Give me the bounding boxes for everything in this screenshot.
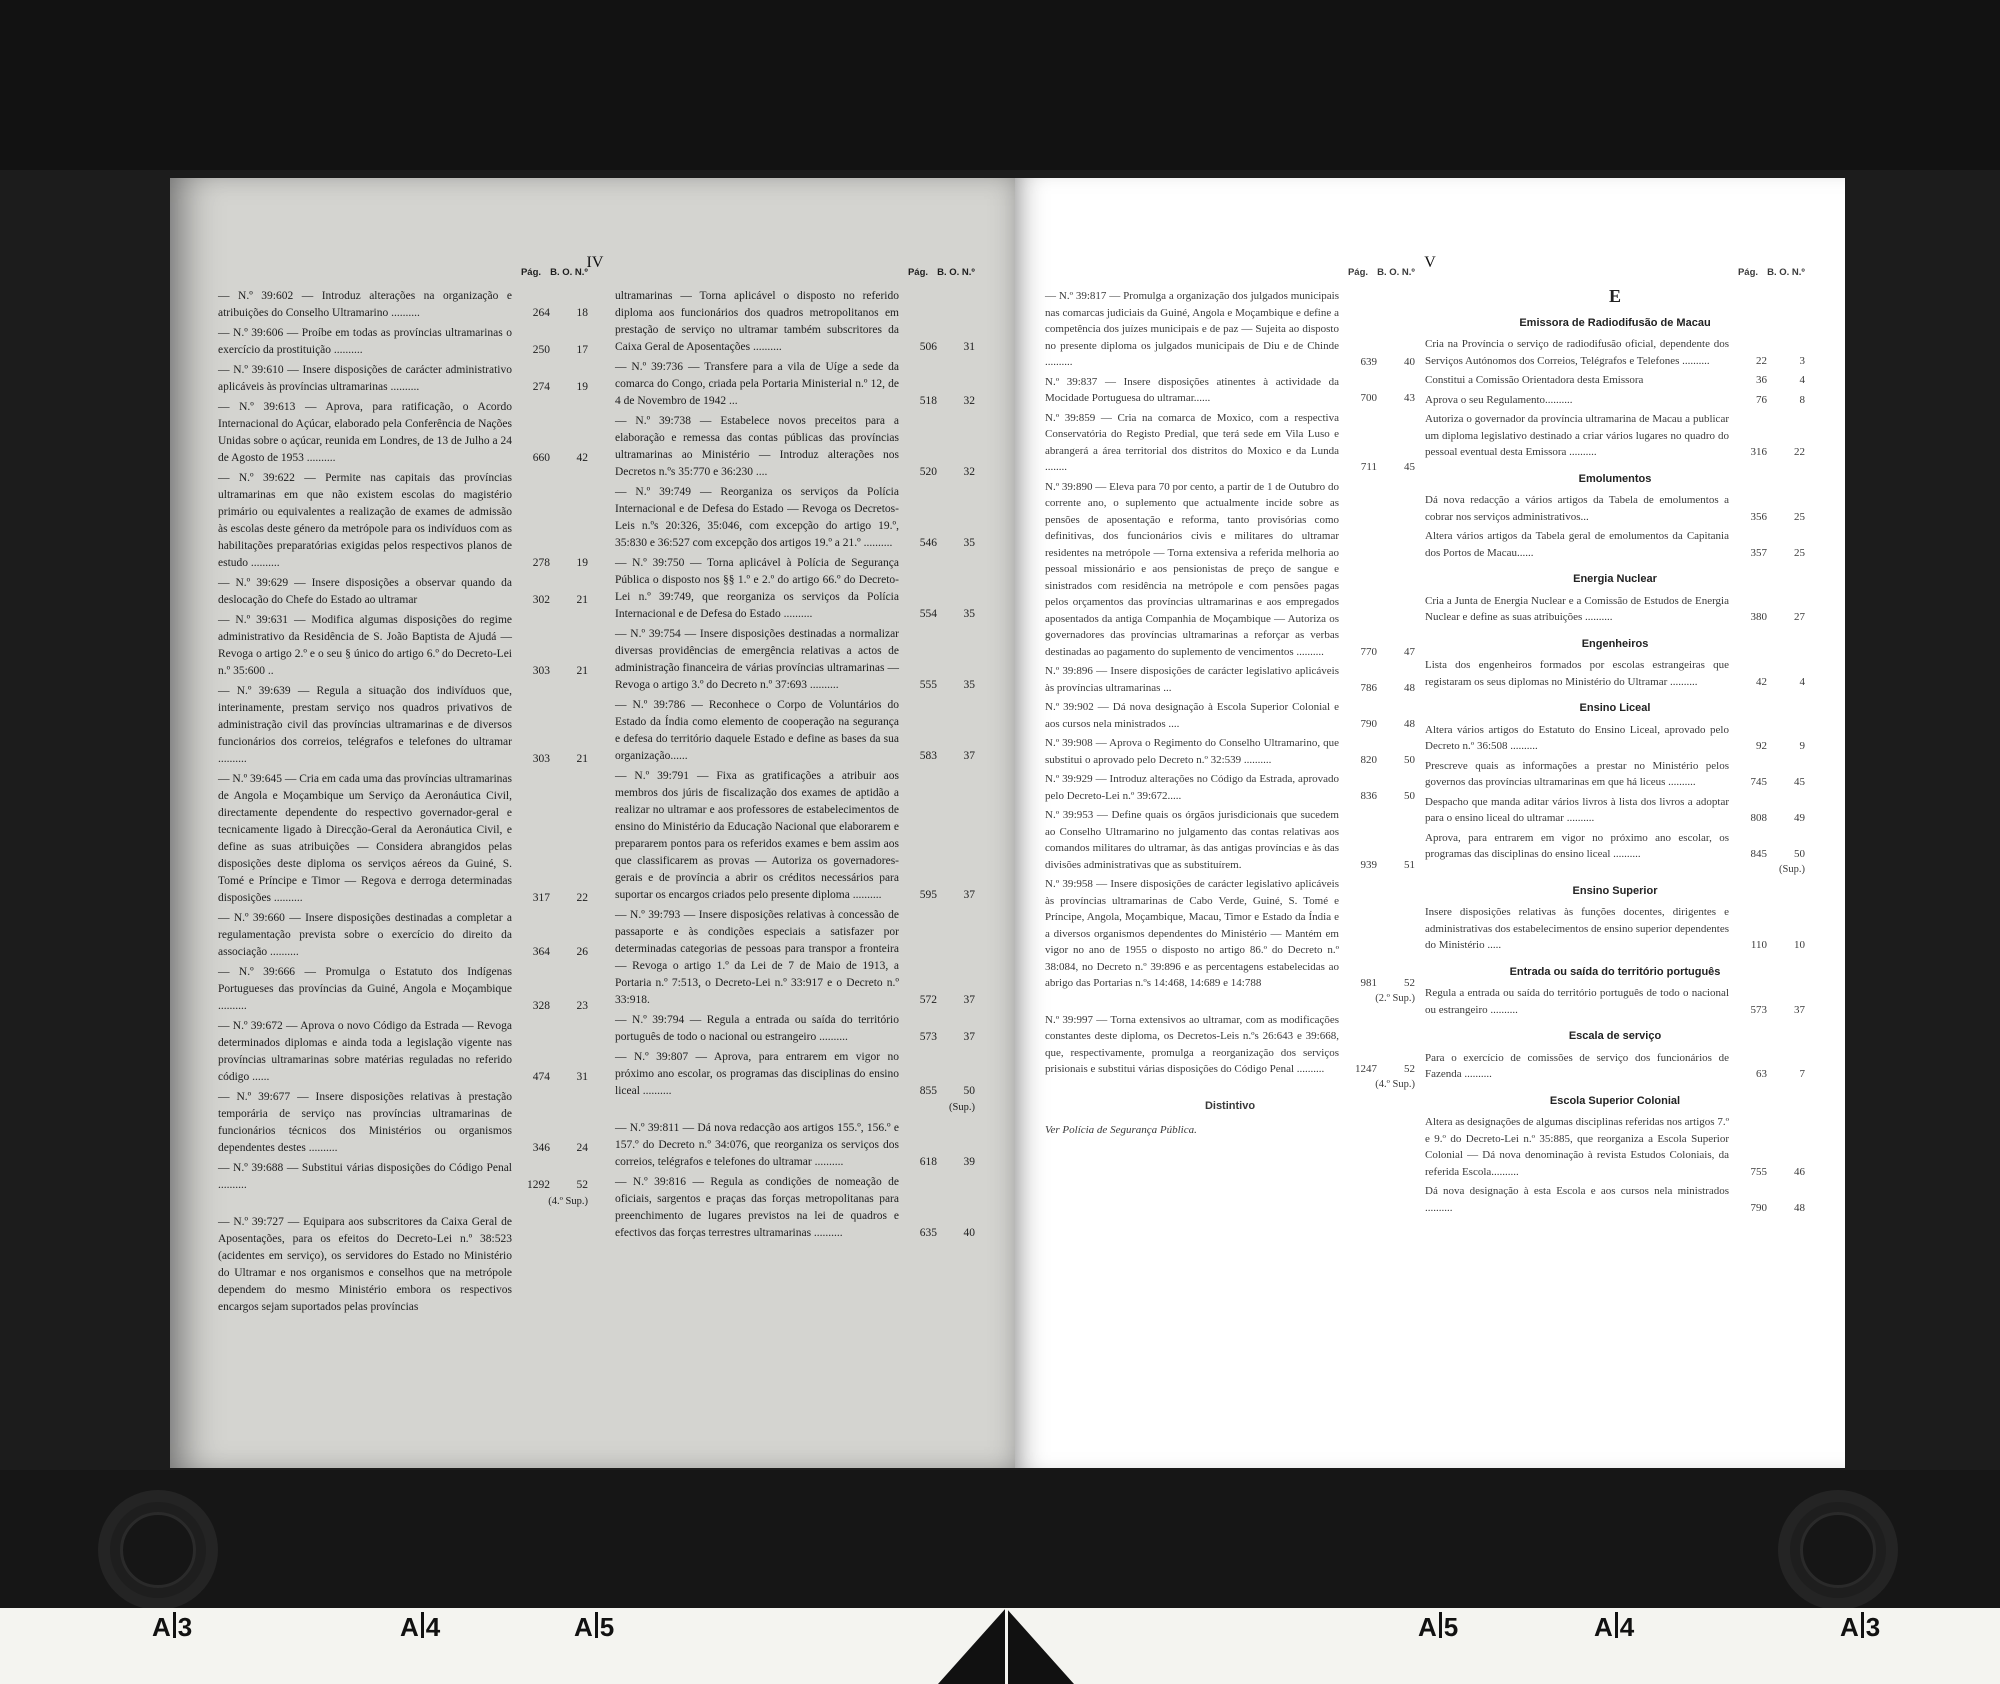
- entry-text: Dá nova redacção a vários artigos da Tabela de emolumentos a cobrar nos serviços administrativos...: [1425, 494, 1729, 523]
- right-page: [1015, 178, 1845, 1468]
- bulletin-number: 19: [576, 381, 588, 393]
- bulletin-number: 37: [963, 994, 975, 1006]
- index-entry: [615, 907, 975, 1009]
- entry-text: Constitui a Comissão Orientadora desta Emissora: [1425, 374, 1644, 386]
- index-entry: [218, 964, 588, 1015]
- column-header: Pág. B. O. N.º: [520, 267, 588, 278]
- index-entry: [1045, 876, 1415, 1004]
- entry-text: — N.º 39:786 — Reconhece o Corpo de Voluntários do Estado da Índia como elemento de cooperação na segurança e defesa do território daquele Estado e define as bases da sua organização......: [615, 699, 899, 762]
- entry-text: N.º 39:837 — Insere disposições atinentes à actividade da Mocidade Portuguesa do ultramar......: [1045, 375, 1339, 404]
- entry-text: Lista dos engenheiros formados por escolas estrangeiras que registaram os seus diplomas no Ministério do Ultramar ..........: [1425, 659, 1729, 688]
- bulletin-number: 52: [1404, 1063, 1415, 1075]
- entry-text: Autoriza o governador da província ultramarina de Macau a publicar um diploma legislativo destinado a criar vários lugares no quadro do pessoal eventual desta Emissora ..........: [1425, 413, 1729, 458]
- entry-text: — N.º 39:754 — Insere disposições destinadas a normalizar diversas providências de emergência relativas a actos de administração financeira de várias províncias ultramarinas — Revoga o artigo 3.º do Decreto n.º 37:693 ..........: [615, 628, 899, 691]
- page-reference: 790: [1750, 1201, 1767, 1214]
- entry-text: Altera as designações de algumas disciplinas referidas nos artigos 7.º e 9.º do Decreto-Lei n.º 35:885, que reorganiza a Escola Superior Colonial — Dá nova denominação à revista Estudos Coloniais, da referida Escola..........: [1425, 1116, 1729, 1178]
- page-number: V: [1424, 254, 1436, 271]
- bulletin-number: 50: [1794, 848, 1805, 860]
- page-reference: 790: [1360, 717, 1377, 730]
- index-entry: [615, 1049, 975, 1113]
- page-reference: 820: [1360, 753, 1377, 766]
- right-column-2: [1425, 267, 1805, 1219]
- entry-text: Prescreve quais as informações a prestar no Ministério pelos governos das províncias ultramarinas em que há liceus ..........: [1425, 759, 1729, 788]
- index-entry: [615, 288, 975, 356]
- entry-text: — N.º 39:750 — Torna aplicável à Polícia de Segurança Pública o disposto nos §§ 1.º e 2.º do artigo 66.º do Decreto-Lei n.º 39:749, que reorganiza os serviços da Polícia Internacional e de Defesa do Estado ..........: [615, 557, 899, 620]
- bulletin-number: 48: [1794, 1201, 1805, 1214]
- page-reference: 939: [1360, 858, 1377, 871]
- index-entry: [1045, 699, 1415, 732]
- entry-text: — N.º 39:622 — Permite nas capitais das províncias ultramarinas em que não existem escolas do magistério primário ou equivalentes a realização de exames de admissão às escolas deste género da metrópole para os indivíduos com as habilitações preparatórias exigidas pelos respectivos planos de estudo ..........: [218, 472, 512, 569]
- supplement-note: (4.º Sup.): [1375, 1079, 1415, 1090]
- bulletin-number: 45: [1794, 776, 1805, 788]
- index-entry: [615, 413, 975, 481]
- index-entry: [218, 771, 588, 907]
- page-reference: 317: [532, 892, 550, 904]
- section-entries: [1425, 1050, 1805, 1083]
- index-entry: [1425, 1114, 1805, 1180]
- page-reference: 474: [532, 1071, 550, 1083]
- bulletin-number: 10: [1794, 939, 1805, 951]
- index-entry: [218, 683, 588, 768]
- index-entry: [218, 910, 588, 961]
- bulletin-number: 32: [963, 466, 975, 478]
- page-reference: 316: [1750, 446, 1767, 458]
- index-entry: [1425, 492, 1805, 525]
- bulletin-number: 39: [963, 1156, 975, 1168]
- column-header: Pág. B. O. N.º: [1347, 267, 1415, 278]
- index-entry: [1425, 336, 1805, 369]
- bulletin-number: 25: [1794, 546, 1805, 559]
- page-reference: 660: [532, 452, 550, 464]
- entry-text: — N.º 39:610 — Insere disposições de carácter administrativo aplicáveis às províncias ultramarinas ..........: [218, 364, 512, 393]
- page-reference: 36: [1756, 374, 1767, 386]
- index-entry: [218, 325, 588, 359]
- section-title: Engenheiros: [1581, 637, 1649, 650]
- film-reel-ring-left: [120, 1512, 196, 1588]
- section-title: Emolumentos: [1578, 472, 1652, 485]
- bulletin-number: 21: [576, 594, 588, 606]
- page-reference: 573: [919, 1031, 937, 1043]
- section-entries: [1425, 985, 1805, 1018]
- film-frame-mark: A 4: [400, 1612, 441, 1642]
- entry-text: — N.º 39:794 — Regula a entrada ou saída do território português de todo o nacional ou estrangeiro ..........: [615, 1014, 899, 1043]
- page-reference: 346: [532, 1142, 550, 1154]
- section-entries: [1425, 492, 1805, 561]
- index-entry: [1425, 830, 1805, 875]
- bulletin-number: 45: [1404, 461, 1415, 473]
- bulletin-number: 47: [1404, 645, 1415, 658]
- page-reference: 981: [1360, 977, 1377, 989]
- page-reference: 711: [1360, 461, 1377, 473]
- entry-text: — N.º 39:811 — Dá nova redacção aos artigos 155.º, 156.º e 157.º do Decreto n.º 34:076, que reorganiza os serviços dos correios, telégrafos e telefones do ultramar ..........: [615, 1122, 899, 1168]
- index-entry: [1045, 374, 1415, 407]
- supplement-note: (Sup.): [949, 1102, 975, 1113]
- page-reference: 745: [1750, 776, 1767, 788]
- entry-text: — N.º 39:816 — Regula as condições de nomeação de oficiais, sargentos e praças das forças metropolitanas para preenchimento de lugares previstos na lei de quadros e efectivos das forças terrestres ultramarinas ..........: [615, 1176, 899, 1239]
- entry-text: — N.º 39:639 — Regula a situação dos indivíduos que, interinamente, prestam serviço nos quadros privativos de administração civil das províncias ultramarinas e de diversos funcionários dos correios, telégrafos e telefones do ultramar ..........: [218, 685, 512, 765]
- index-entry: [1045, 288, 1415, 371]
- index-letter: E: [1608, 286, 1621, 306]
- page-reference: 303: [532, 665, 550, 677]
- entry-text: N.º 39:958 — Insere disposições de carácter legislativo aplicáveis às províncias ultramarinas de Cabo Verde, Guiné, S. Tomé e Príncipe, Angola, Moçambique, Macau, Timor e Estado da Índia e a diversos organismos dependentes do Ministério — Mantém em vigor no ano de 1955 o disposto no artigo 86.º do Decreto n.º 38:084, no Decreto n.º 39:896 e as percentagens estabelecidas ao abrigo das Portarias n.ºs 14:468, 14:689 e 14:788: [1045, 878, 1339, 989]
- index-entry: [615, 626, 975, 694]
- section-entries: [1425, 336, 1805, 461]
- section-entries: [1425, 1114, 1805, 1216]
- entry-text: N.º 39:902 — Dá nova designação à Escola Superior Colonial e aos cursos nela ministrados ....: [1045, 701, 1339, 730]
- bulletin-number: 37: [963, 1031, 975, 1043]
- bulletin-number: 23: [576, 1000, 588, 1012]
- entry-text: N.º 39:929 — Introduz alterações no Código da Estrada, aprovado pelo Decreto-Lei n.º 39:672.....: [1045, 773, 1339, 802]
- bulletin-number: 35: [963, 608, 975, 620]
- entry-text: — N.º 39:672 — Aprova o novo Código da Estrada — Revoga determinados diplomas e ainda toda a legislação vigente nas províncias ultramarinas sobre matérias reguladas no referido código ......: [218, 1020, 512, 1083]
- section-title: Entrada ou saída do território português: [1509, 965, 1721, 978]
- page-reference: 357: [1750, 546, 1767, 559]
- film-reel-ring-right: [1800, 1512, 1876, 1588]
- section-title: Emissora de Radiodifusão de Macau: [1519, 316, 1711, 329]
- entry-text: Regula a entrada ou saída do território português de todo o nacional ou estrangeiro ..........: [1425, 987, 1729, 1016]
- entry-text: N.º 39:859 — Cria na comarca de Moxico, com a respectiva Conservatória do Registo Predial, que terá sede em Vila Luso e abrangerá a área territorial dos distritos do Moxico e da Lunda ........: [1045, 411, 1339, 473]
- page-reference: 618: [919, 1156, 937, 1168]
- page-reference: 506: [919, 341, 937, 353]
- entry-text: Altera vários artigos da Tabela geral de emolumentos da Capitania dos Portos de Macau......: [1425, 530, 1729, 559]
- entry-text: — N.º 39:749 — Reorganiza os serviços da Polícia Internacional e de Defesa do Estado — Revoga os Decretos-Leis n.ºs 20:326, 35:046, com excepção do artigo 19.º, 35:830 e 36:527 com excepção dos artigos 19.º a 21.º ..........: [615, 486, 899, 549]
- section-entries: [1425, 593, 1805, 626]
- left-page: [170, 178, 1015, 1468]
- index-entry: [218, 1160, 588, 1207]
- entry-text: N.º 39:953 — Define quais os órgãos jurisdicionais que sucedem ao Conselho Ultramarino no julgamento das contas relativas aos comandos militares do ultramar, às das antigas províncias e às das divisões administrativas que as substituírem.: [1045, 809, 1339, 871]
- entry-text: — N.º 39:738 — Estabelece novos preceitos para a elaboração e remessa das contas públicas das províncias ultramarinas ao Ministério — Introduz alterações nos Decretos n.ºs 35:770 e 36:230 ....: [615, 415, 899, 478]
- bulletin-number: 50: [963, 1085, 975, 1097]
- center-alignment-line: [1005, 1608, 1008, 1684]
- entry-text: ultramarinas — Torna aplicável o disposto no referido diploma aos funcionários dos quadros metropolitanos em prestação de serviço no ultramar também subscritores da Caixa Geral de Aposentações ..........: [615, 290, 899, 353]
- cross-reference: Ver Polícia de Segurança Pública.: [1045, 1124, 1197, 1136]
- bulletin-number: 42: [576, 452, 588, 464]
- entry-text: — N.º 39:631 — Modifica algumas disposições do regime administrativo da Residência de S. João Baptista de Ajudá — Revoga o artigo 2.º e o seu § único do artigo 6.º do Decreto-Lei n.º 35:600 ..: [218, 614, 512, 677]
- entry-text: — N.º 39:791 — Fixa as gratificações a atribuir aos membros dos júris de fiscalização dos exames de aptidão a realizar no ultramar e aos professores de estabelecimentos de ensino do Ministério da Educação Nacional que elaborarem e prepararem pontos para os referidos exames e bem assim aos que classificarem as provas — Autoriza os governadores-gerais e de província a abrir os créditos necessários para suportar os encargos criados pelo presente diploma ..........: [615, 770, 899, 901]
- entry-text: — N.º 39:727 — Equipara aos subscritores da Caixa Geral de Aposentações, para os efeitos do Decreto-Lei n.º 38:523 (acidentes em serviço), os servidores do Estado no Ministério do Ultramar e nos organismos e conselhos que na metrópole dependem do mesmo Ministério embora os respectivos encargos sejam suportados pelas províncias: [218, 1216, 512, 1313]
- entry-text: — N.º 39:613 — Aprova, para ratificação, o Acordo Internacional do Açúcar, elaborado pela Conferência de Nações Unidas sobre o açúcar, reunida em Londres, de 13 de Julho a 24 de Agosto de 1953 ..........: [218, 401, 512, 464]
- page-reference: 356: [1750, 510, 1767, 523]
- page-reference: 76: [1756, 393, 1767, 406]
- section-title: Escola Superior Colonial: [1549, 1094, 1681, 1107]
- entry-text: N.º 39:908 — Aprova o Regimento do Conselho Ultramarino, que substitui o aprovado pelo Decreto n.º 32:539 ..........: [1045, 737, 1339, 766]
- bulletin-number: 32: [963, 395, 975, 407]
- page-reference: 264: [532, 307, 550, 319]
- index-entry: [1045, 771, 1415, 804]
- entry-text: Para o exercício de comissões de serviço dos funcionários de Fazenda ..........: [1425, 1051, 1729, 1080]
- entry-text: — N.º 39:807 — Aprova, para entrarem em vigor no próximo ano escolar, os programas das disciplinas do ensino liceal ..........: [615, 1051, 899, 1097]
- bulletin-number: 37: [963, 889, 975, 901]
- page-reference: 520: [919, 466, 937, 478]
- page-reference: 274: [532, 381, 550, 393]
- bulletin-number: 31: [963, 341, 975, 353]
- page-reference: 364: [532, 946, 550, 958]
- film-frame-mark: A 4: [1594, 1612, 1635, 1642]
- index-entry: [218, 612, 588, 680]
- index-entry: [1425, 411, 1805, 461]
- index-entry: [218, 362, 588, 396]
- supplement-note: (4.º Sup.): [548, 1196, 588, 1207]
- page-reference: 583: [919, 750, 937, 762]
- entry-text: — N.º 39:629 — Insere disposições a observar quando da deslocação do Chefe do Estado ao ultramar: [218, 577, 512, 606]
- index-entry: [1425, 904, 1805, 954]
- index-entry: [218, 575, 588, 609]
- scanner-background-top: [0, 0, 2000, 170]
- page-reference: 554: [919, 608, 937, 620]
- column-header: Pág. B. O. N.º: [907, 267, 975, 278]
- page-reference: 595: [919, 889, 937, 901]
- entry-text: — N.º 39:666 — Promulga o Estatuto dos Indígenas Portugueses das províncias da Guiné, Angola e Moçambique ..........: [218, 966, 512, 1012]
- entry-text: Cria a Junta de Energia Nuclear e a Comissão de Estudos de Energia Nuclear e define as suas atribuições ..........: [1425, 594, 1729, 623]
- page-reference: 855: [919, 1085, 937, 1097]
- entry-text: Dá nova designação à esta Escola e aos cursos nela ministrados ..........: [1425, 1185, 1729, 1214]
- page-reference: 380: [1750, 611, 1767, 623]
- index-entry: [615, 484, 975, 552]
- index-entry: [1425, 657, 1805, 690]
- index-entry: [615, 1120, 975, 1171]
- index-entry: [1425, 1050, 1805, 1083]
- entry-text: — N.º 39:677 — Insere disposições relativas à prestação temporária de serviço nas províncias ultramarinas de funcionários técnicos dos Ministérios ou organismos dependentes destes ..........: [218, 1091, 512, 1154]
- index-entry: [218, 1089, 588, 1157]
- entry-text: Insere disposições relativas às funções docentes, dirigentes e administrativas dos estabelecimentos de ensino superior dependentes do Ministério .....: [1425, 906, 1729, 951]
- entry-text: — N.º 39:660 — Insere disposições destinadas a completar a regulamentação prevista sobre o exercício do direito da associação ..........: [218, 912, 512, 958]
- section-entries: [1425, 722, 1805, 875]
- right-column-1: [1045, 267, 1415, 1139]
- entry-text: — N.º 39:817 — Promulga a organização dos julgados municipais nas comarcas judiciais da Guiné, Angola e Moçambique e define a competência dos juízes municipais e de paz — Sujeita ao disposto no presente diploma os julgados municipais de Diu e de Chinde ..........: [1045, 290, 1339, 368]
- entry-text: Aprova, para entrarem em vigor no próximo ano escolar, os programas das disciplinas do ensino liceal ..........: [1425, 831, 1729, 860]
- bulletin-number: 43: [1404, 392, 1415, 404]
- index-entry: [1425, 392, 1805, 409]
- entry-text: Despacho que manda aditar vários livros à lista dos livros a adoptar para o ensino liceal do ultramar ..........: [1425, 795, 1729, 824]
- index-entry: [615, 768, 975, 904]
- section-title: Energia Nuclear: [1573, 573, 1657, 585]
- page-reference: 546: [919, 537, 937, 549]
- index-entry: [1425, 372, 1805, 389]
- bulletin-number: 8: [1799, 393, 1805, 406]
- index-entry: [1425, 593, 1805, 626]
- index-entry: [1045, 807, 1415, 873]
- film-frame-mark: A 3: [152, 1612, 193, 1642]
- index-entry: [1425, 794, 1805, 827]
- page-reference: 845: [1750, 848, 1767, 860]
- bulletin-number: 21: [576, 665, 588, 677]
- bulletin-number: 27: [1794, 611, 1805, 623]
- index-entry: [615, 1012, 975, 1046]
- index-entry: [218, 399, 588, 467]
- page-reference: 328: [532, 1000, 550, 1012]
- bulletin-number: 49: [1794, 812, 1805, 824]
- entry-text: N.º 39:896 — Insere disposições de carácter legislativo aplicáveis às províncias ultramarinas ...: [1045, 665, 1339, 694]
- index-entry: [1045, 663, 1415, 696]
- section-entries: [1425, 904, 1805, 954]
- page-reference: 110: [1750, 939, 1767, 951]
- bulletin-number: 51: [1404, 858, 1415, 871]
- page-reference: 302: [532, 594, 550, 606]
- bulletin-number: 52: [1404, 977, 1415, 989]
- entry-text: N.º 39:890 — Eleva para 70 por cento, a partir de 1 de Outubro do corrente ano, o suplemento que actualmente incide sobre as pensões de aposentação e reforma, tanto provisórias como definitivas, dos funcionários civis e militares do ultramar residentes na metrópole — Torna extensiva a referida melhoria ao pessoal missionário e aos pensionistas de preço de sangue e sinistrados com residência na metrópole e com pensões pagas pelos orçamentos das províncias ultramarinas e aos empregados aposentados da antiga Companhia de Moçambique — Autoriza os governadores das províncias ultramarinas a reforçar as verbas destinadas ao pagamento do suplemento de vencimentos ..........: [1045, 480, 1339, 658]
- bulletin-number: 17: [576, 344, 588, 356]
- page-reference: 22: [1756, 354, 1767, 367]
- index-entry: [1045, 1012, 1415, 1090]
- section-entries: [1425, 657, 1805, 690]
- bulletin-number: 25: [1794, 510, 1805, 523]
- page-reference: 808: [1750, 812, 1767, 824]
- bulletin-number: 31: [576, 1071, 588, 1083]
- bulletin-number: 9: [1799, 740, 1805, 752]
- page-reference: 573: [1750, 1003, 1767, 1016]
- entry-text: — N.º 39:606 — Proíbe em todas as províncias ultramarinas o exercício da prostituição ..........: [218, 327, 512, 356]
- page-reference: 278: [532, 557, 550, 569]
- left-column-2: [615, 267, 975, 1245]
- index-entry: [1425, 528, 1805, 561]
- section-title: Ensino Superior: [1572, 884, 1658, 897]
- page-reference: 63: [1756, 1068, 1767, 1080]
- section-title: Escala de serviço: [1568, 1030, 1662, 1042]
- page-reference: 555: [919, 679, 937, 691]
- bulletin-number: 21: [576, 753, 588, 765]
- bulletin-number: 26: [576, 946, 588, 958]
- index-entry: [615, 697, 975, 765]
- page-reference: 639: [1360, 356, 1377, 368]
- page-reference: 518: [919, 395, 937, 407]
- bulletin-number: 4: [1799, 374, 1805, 386]
- section-title: Distintivo: [1204, 1099, 1256, 1112]
- index-entry: [1045, 735, 1415, 768]
- bulletin-number: 22: [576, 892, 588, 904]
- index-entry: [1425, 985, 1805, 1018]
- page-reference: 1247: [1355, 1063, 1377, 1075]
- entry-text: — N.º 39:602 — Introduz alterações na organização e atribuições do Conselho Ultramarino ..........: [218, 290, 512, 319]
- index-entry: [1425, 722, 1805, 755]
- left-column-1: [218, 267, 588, 1319]
- film-frame-mark: A 5: [574, 1612, 615, 1642]
- page-reference: 786: [1360, 681, 1377, 694]
- entry-text: — N.º 39:793 — Insere disposições relativas à concessão de passaporte e às condições especiais a satisfazer por determinadas categorias de pessoas para transpor a fronteira — Revoga o artigo 1.º da Lei de 7 de Maio de 1913, a Portaria n.º 7:513, o Decreto-Lei n.º 33:917 e o Decreto n.º 33:918.: [615, 909, 899, 1006]
- bulletin-number: 40: [1404, 356, 1415, 368]
- page-reference: 303: [532, 753, 550, 765]
- entry-text: — N.º 39:688 — Substitui várias disposições do Código Penal ..........: [218, 1162, 512, 1191]
- entry-text: Cria na Província o serviço de radiodifusão oficial, dependente dos Serviços Autónomos dos Correios, Telégrafos e Telefones ..........: [1425, 338, 1729, 367]
- bulletin-number: 52: [576, 1179, 588, 1191]
- index-entry: [218, 470, 588, 572]
- bulletin-number: 22: [1794, 446, 1805, 458]
- bulletin-number: 50: [1404, 753, 1415, 766]
- entry-text: Altera vários artigos do Estatuto do Ensino Liceal, aprovado pelo Decreto n.º 36:508 ..........: [1425, 723, 1729, 752]
- bulletin-number: 18: [576, 307, 588, 319]
- page-reference: 755: [1750, 1165, 1767, 1178]
- index-entry: [1425, 758, 1805, 791]
- bulletin-number: 35: [963, 537, 975, 549]
- column-header: Pág. B. O. N.º: [1737, 267, 1805, 278]
- supplement-note: (Sup.): [1779, 864, 1805, 875]
- index-entry: [1425, 1183, 1805, 1216]
- page-reference: 42: [1756, 675, 1767, 688]
- index-entry: [1045, 479, 1415, 661]
- bulletin-number: 3: [1799, 354, 1805, 367]
- bulletin-number: 40: [963, 1227, 975, 1239]
- bulletin-number: 19: [576, 557, 588, 569]
- index-entry: [218, 288, 588, 322]
- page-reference: 836: [1360, 789, 1377, 802]
- bulletin-number: 48: [1404, 681, 1415, 694]
- entry-text: N.º 39:997 — Torna extensivos ao ultramar, com as modificações constantes deste diploma, os Decretos-Leis n.ºs 26:643 e 39:668, que, respectivamente, promulga a reorganização dos serviços prisionais e substitui várias disposições do Código Penal ..........: [1045, 1013, 1339, 1075]
- bulletin-number: 46: [1794, 1165, 1805, 1178]
- bulletin-number: 37: [1794, 1003, 1805, 1016]
- entry-text: — N.º 39:736 — Transfere para a vila de Uíge a sede da comarca do Congo, criada pela Portaria Ministerial n.º 12, de 4 de Novembro de 1942 ...: [615, 361, 899, 407]
- page-reference: 572: [919, 994, 937, 1006]
- film-frame-mark: A 5: [1418, 1612, 1459, 1642]
- index-entry: [615, 359, 975, 410]
- entry-text: Aprova o seu Regulamento..........: [1425, 393, 1573, 406]
- bulletin-number: 4: [1799, 675, 1805, 688]
- bulletin-number: 35: [963, 679, 975, 691]
- page-reference: 770: [1360, 645, 1377, 658]
- page-reference: 1292: [527, 1179, 550, 1191]
- bulletin-number: 50: [1404, 789, 1415, 802]
- page-reference: 92: [1756, 740, 1767, 752]
- supplement-note: (2.º Sup.): [1375, 993, 1415, 1004]
- index-entry: [218, 1214, 588, 1316]
- bulletin-number: 24: [576, 1142, 588, 1154]
- entry-text: — N.º 39:645 — Cria em cada uma das províncias ultramarinas de Angola e Moçambique um Serviço da Aeronáutica Civil, directamente dependente do respectivo governador-geral e tecnicamente ligado à Direcção-Geral da Aeronáutica Civil, e define as suas atribuições — Considera abrangidos pelas disposições deste diploma os serviços aéreos da Guiné, S. Tomé e Príncipe e Timor — Regova e derroga determinadas disposições ..........: [218, 773, 512, 904]
- section-title: Ensino Liceal: [1579, 702, 1651, 714]
- index-entry: [218, 1018, 588, 1086]
- page-number: IV: [586, 254, 604, 271]
- index-entry: [1045, 410, 1415, 476]
- bulletin-number: 7: [1799, 1068, 1805, 1080]
- bulletin-number: 37: [963, 750, 975, 762]
- bulletin-number: 48: [1404, 717, 1415, 730]
- film-frame-mark: A 3: [1840, 1612, 1881, 1642]
- page-reference: 250: [532, 344, 550, 356]
- page-reference: 635: [919, 1227, 937, 1239]
- index-entry: [615, 1174, 975, 1242]
- index-entry: [615, 555, 975, 623]
- page-reference: 700: [1360, 392, 1377, 404]
